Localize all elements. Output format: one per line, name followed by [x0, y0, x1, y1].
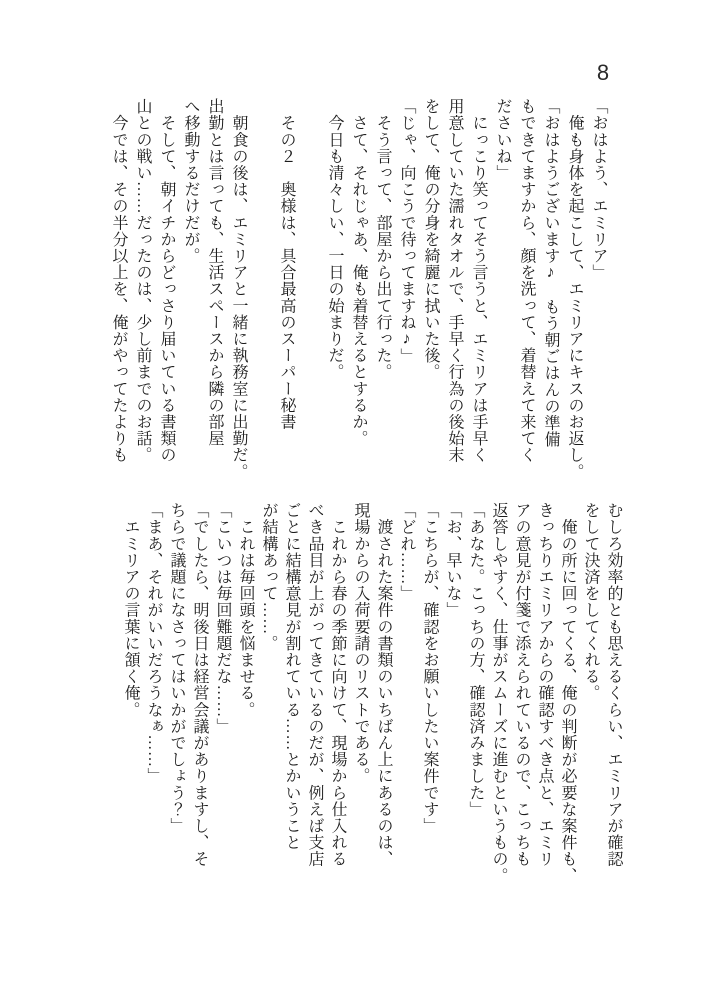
text-line: をして、俺の分身を綺麗に拭いた後。: [422, 98, 439, 381]
text-line: 「おはよう、エミリア」: [590, 98, 607, 281]
text-line: そう言って、部屋から出て行った。: [374, 98, 391, 381]
text-line: きっちりエミリアからの確認すべき点と、エミリ: [536, 502, 553, 868]
text-line: 現場からの入荷要請のリストである。: [352, 502, 369, 785]
text-line: [250, 98, 274, 470]
text-line: 渡された案件の書類のいちばん上にあるのは、: [375, 502, 392, 868]
text-line: さて、それじゃあ、俺も着替えるとするか。: [350, 98, 367, 447]
lower-text-register: [119, 502, 625, 884]
text-line: ださいね」: [494, 98, 511, 181]
text-line: アの意見が付箋で添えられているので、こっちも: [513, 502, 530, 868]
text-line: 朝食の後は、エミリアと一緒に執務室に出勤だ。: [230, 98, 247, 480]
text-line: 「こちらが、確認をお願いしたい案件です」: [421, 502, 438, 834]
text-line: もできてますから、顔を洗って、着替えて来てく: [518, 98, 535, 464]
text-line: 「まあ、それがいいだろうなぁ……」: [145, 502, 162, 785]
text-line: 「あなた。こっちの方、確認済みました」: [467, 502, 484, 818]
text-line: にっこり笑ってそう言うと、エミリアは手早く: [470, 98, 487, 464]
text-line: 出勤とは言っても、生活スペースから隣の部屋: [206, 98, 223, 447]
text-line: そして、朝イチからどっさり届いている書類の: [158, 98, 175, 464]
text-line: 今では、その半分以上を、俺がやってたよりも: [110, 98, 127, 464]
text-line: 今日も清々しい、一日の始まりだ。: [326, 98, 343, 381]
text-line: が結構あって……。: [260, 502, 277, 652]
text-line: 「こいつは毎回難題だな……」: [214, 502, 231, 735]
upper-text-register: [106, 98, 610, 480]
text-line: 俺の所に回ってくる、俺の判断が必要な案件も、: [559, 502, 576, 884]
text-line: 「お、早いな」: [444, 502, 461, 619]
text-line: 山との戦い……だったのは、少し前までのお話。: [134, 98, 151, 464]
text-line: [298, 98, 322, 470]
text-line: をして決済をしてくれる。: [582, 502, 599, 702]
text-line: これから春の季節に向けて、現場から仕入れる: [329, 502, 346, 868]
text-line: 「どれ……」: [398, 502, 415, 602]
text-line: これは毎回頭を悩ませる。: [237, 502, 254, 718]
text-line: 用意していた濡れタオルで、手早く行為の後始末: [446, 98, 463, 464]
text-line: 俺も身体を起こして、エミリアにキスのお返し。: [566, 98, 583, 480]
page-number: 8: [596, 60, 610, 85]
text-line: ごとに結構意見が割れている……とかいうこと: [283, 502, 300, 851]
text-line: 「じゃ、向こうで待ってますね♪」: [398, 98, 415, 365]
section-heading: その２ 奥様は、具合最高のスーパー秘書: [278, 98, 295, 430]
text-line: 「でしたら、明後日は経営会議がありますし、そ: [191, 502, 208, 868]
text-line: エミリアの言葉に頷く俺。: [122, 502, 139, 718]
text-line: 返答しやすく、仕事がスムーズに進むというもの。: [490, 502, 507, 884]
text-line: むしろ効率的とも思えるくらい、エミリアが確認: [605, 502, 622, 868]
text-line: べき品目が上がってきているのだが、例えば支店: [306, 502, 323, 868]
text-line: ちらで議題になさってはいかがでしょう？」: [168, 502, 185, 834]
text-line: へ移動するだけだが。: [182, 98, 199, 264]
text-line: 「おはようございます♪ もう朝ごはんの準備: [542, 98, 559, 448]
